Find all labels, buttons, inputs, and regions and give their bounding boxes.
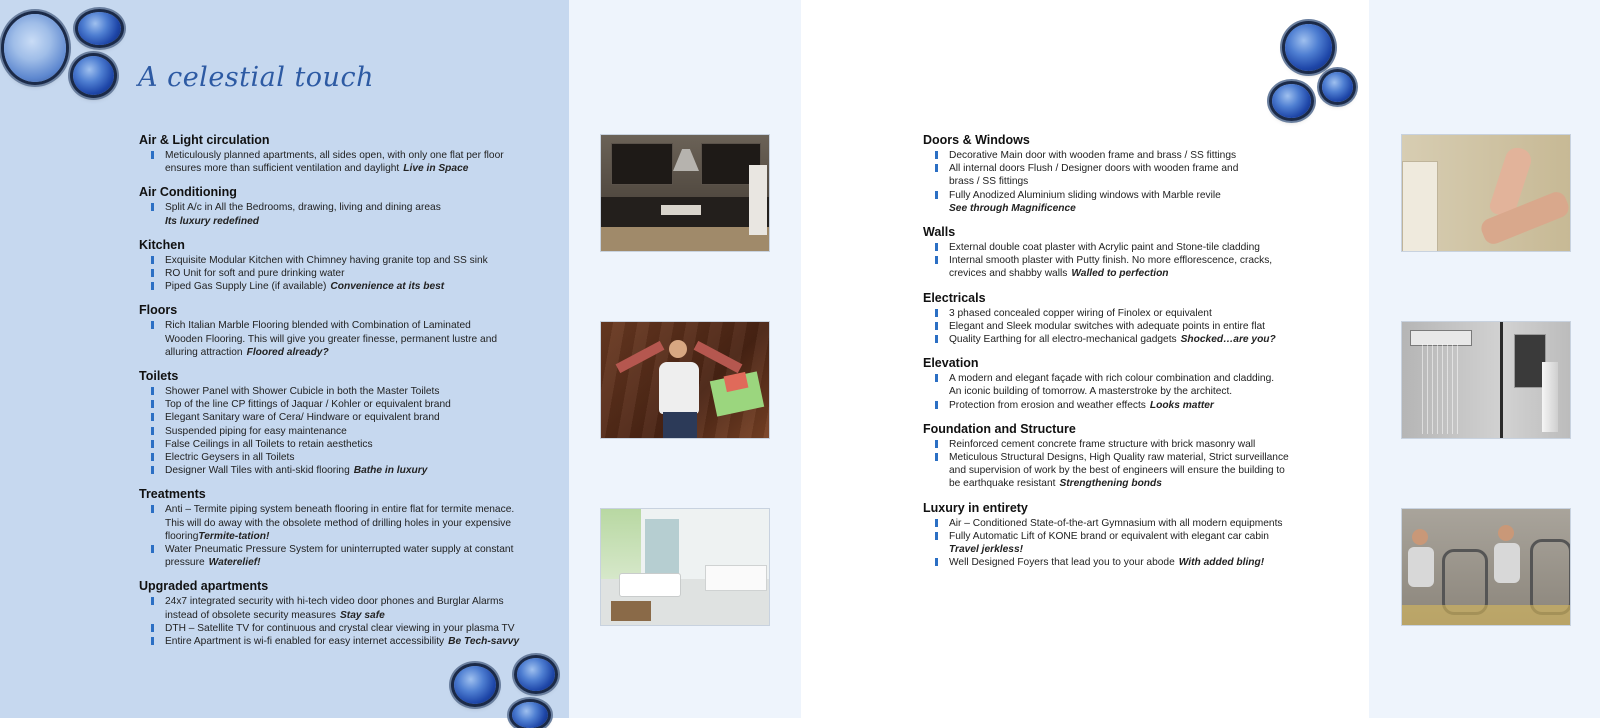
feature-section <box>139 487 529 569</box>
sapphire-stone <box>73 56 114 95</box>
feature-section <box>923 422 1303 491</box>
feature-text: This will do away with the obsolete method of drilling holes in your expensive <box>165 517 511 529</box>
feature-item <box>165 162 529 175</box>
sapphire-stone <box>78 12 121 45</box>
section-heading: Walls <box>923 225 956 240</box>
feature-text: Well Designed Foyers that lead you to your abode <box>949 557 1175 569</box>
feature-item <box>949 438 1303 451</box>
feature-tagline: Waterelief! <box>208 557 261 569</box>
feature-list <box>923 438 1303 491</box>
feature-item <box>949 307 1303 320</box>
feature-text: and supervision of work by the best of engineers will ensure the building to <box>949 465 1285 477</box>
page-title: A celestial touch <box>138 62 374 93</box>
feature-item <box>949 517 1303 530</box>
feature-text: Wooden Flooring. This will give you greater finesse, permanent lustre and <box>165 333 498 345</box>
feature-text: alluring attraction <box>165 346 243 358</box>
feature-text: Fully Automatic Lift of KONE brand or equivalent with elegant car cabin <box>949 530 1269 542</box>
section-heading: Toilets <box>139 369 179 384</box>
feature-tagline: Be Tech-savvy <box>448 636 520 648</box>
feature-item <box>949 333 1303 346</box>
feature-section <box>923 501 1303 570</box>
feature-tagline: Live in Space <box>403 163 469 175</box>
feature-text: Meticulous Structural Designs, High Quality raw material, Strict surveillance <box>949 452 1289 464</box>
feature-text: Decorative Main door with wooden frame and brass / SS fittings <box>949 150 1237 161</box>
feature-item <box>949 530 1303 543</box>
feature-item <box>949 267 1303 280</box>
feature-tagline: Stay safe <box>340 609 385 621</box>
feature-section <box>139 185 529 227</box>
feature-list <box>139 503 529 569</box>
feature-list <box>139 201 529 227</box>
feature-text: Elegant Sanitary ware of Cera/ Hindware or equivalent brand <box>165 412 440 424</box>
feature-text: Shower Panel with Shower Cubicle in both the Master Toilets <box>165 386 440 398</box>
sapphire-stone <box>1322 72 1353 102</box>
man-on-floor-photo <box>600 321 770 439</box>
feature-item <box>949 477 1303 490</box>
feature-tagline: Termite-tation! <box>198 530 270 542</box>
feature-text: 3 phased concealed copper wiring of Finolex or equivalent <box>949 307 1212 319</box>
feature-item <box>165 425 529 438</box>
feature-text: Elegant and Sleek modular switches with adequate points in entire flat <box>949 320 1266 332</box>
sapphire-stone <box>1272 84 1311 118</box>
feature-item <box>165 254 529 267</box>
feature-section <box>139 579 529 648</box>
feature-text: Rich Italian Marble Flooring blended with Combination of Laminated <box>165 320 471 332</box>
feature-tagline: Looks matter <box>1149 399 1214 411</box>
feature-item <box>165 464 529 477</box>
section-heading: Air Conditioning <box>139 185 237 200</box>
feature-text: Suspended piping for easy maintenance <box>165 425 347 437</box>
feature-tagline: See through Magnificence <box>949 202 1076 214</box>
section-heading: Elevation <box>923 356 979 371</box>
feature-text: 24x7 integrated security with hi-tech video door phones and Burglar Alarms <box>165 596 504 608</box>
feature-list <box>923 517 1303 570</box>
gym-photo <box>1401 508 1571 626</box>
sapphire-stone <box>517 658 555 691</box>
feature-item <box>165 503 529 516</box>
feature-item <box>165 267 529 280</box>
feature-text: A modern and elegant façade with rich colour combination and cladding. <box>949 373 1275 385</box>
feature-text: Exquisite Modular Kitchen with Chimney having granite top and SS sink <box>165 254 488 266</box>
feature-item <box>165 385 529 398</box>
feature-item <box>165 215 529 228</box>
feature-list <box>139 149 529 175</box>
feature-item <box>949 241 1303 254</box>
feature-text: False Ceilings in all Toilets to retain aesthetics <box>165 438 373 450</box>
feature-section <box>923 133 1303 215</box>
feature-text: Split A/c in All the Bedrooms, drawing, living and dining areas <box>165 202 441 214</box>
feature-text: Piped Gas Supply Line (if available) <box>165 281 327 293</box>
feature-list <box>923 307 1303 347</box>
feature-tagline: Its luxury redefined <box>165 215 259 227</box>
section-heading: Treatments <box>139 487 206 502</box>
feature-text: Internal smooth plaster with Putty finish. No more efflorescence, cracks, <box>949 255 1273 267</box>
feature-list <box>139 254 529 294</box>
feature-section <box>139 303 529 359</box>
shower-panel-photo <box>1401 321 1571 439</box>
feature-text: External double coat plaster with Acrylic paint and Stone-tile cladding <box>949 242 1260 254</box>
feature-tagline: Bathe in luxury <box>353 465 428 477</box>
right-features-column <box>923 133 1303 579</box>
feature-item <box>949 254 1303 267</box>
hand-on-wall-photo <box>1401 134 1571 252</box>
feature-tagline: With added bling! <box>1178 557 1265 569</box>
feature-item <box>165 411 529 424</box>
feature-text: DTH – Satellite TV for continuous and crystal clear viewing in your plasma TV <box>165 622 515 634</box>
feature-item <box>165 517 529 530</box>
feature-text: Designer Wall Tiles with anti-skid flooring <box>165 465 350 477</box>
feature-item <box>949 149 1303 162</box>
feature-list <box>139 595 529 648</box>
feature-tagline: Strengthening bonds <box>1059 478 1162 490</box>
section-heading: Electricals <box>923 290 986 305</box>
feature-item <box>165 609 529 622</box>
feature-item <box>949 543 1303 556</box>
feature-item <box>949 162 1303 175</box>
feature-item <box>165 438 529 451</box>
feature-list <box>923 149 1303 215</box>
feature-item <box>165 398 529 411</box>
feature-section <box>139 369 529 477</box>
feature-item <box>165 149 529 162</box>
feature-text: RO Unit for soft and pure drinking water <box>165 268 345 280</box>
feature-list <box>139 385 529 477</box>
feature-section <box>923 225 1303 281</box>
feature-text: Air – Conditioned State-of-the-art Gymnasium with all modern equipments <box>949 517 1283 529</box>
feature-item <box>949 385 1303 398</box>
feature-text: flooring <box>165 530 199 542</box>
feature-text: crevices and shabby walls <box>949 268 1068 280</box>
feature-list <box>139 319 529 359</box>
feature-text: All internal doors Flush / Designer doors with wooden frame and <box>949 163 1239 175</box>
section-heading: Luxury in entirety <box>923 500 1028 515</box>
feature-item <box>949 189 1303 202</box>
feature-item <box>165 451 529 464</box>
feature-text: Fully Anodized Aluminium sliding windows with Marble revile <box>949 189 1221 201</box>
feature-item <box>949 175 1303 188</box>
feature-item <box>165 595 529 608</box>
feature-text: An iconic building of tomorrow. A masterstroke by the architect. <box>949 386 1233 398</box>
sapphire-stone <box>454 666 496 704</box>
feature-text: Meticulously planned apartments, all sides open, with only one flat per floor <box>165 150 504 161</box>
feature-tagline: Convenience at its best <box>330 281 445 293</box>
feature-text: Anti – Termite piping system beneath flooring in entire flat for termite menace. <box>165 504 515 516</box>
feature-text: Electric Geysers in all Toilets <box>165 452 295 464</box>
feature-text: Entire Apartment is wi-fi enabled for easy internet accessibility <box>165 636 445 648</box>
feature-text: Water Pneumatic Pressure System for uninterrupted water supply at constant <box>165 544 514 556</box>
kitchen-photo <box>600 134 770 252</box>
feature-text: brass / SS fittings <box>949 176 1029 188</box>
feature-text: be earthquake resistant <box>949 478 1056 490</box>
feature-text: Quality Earthing for all electro-mechanical gadgets <box>949 334 1177 346</box>
section-heading: Upgraded apartments <box>139 579 269 594</box>
feature-item <box>165 622 529 635</box>
feature-text: Reinforced cement concrete frame structure with brick masonry wall <box>949 438 1256 450</box>
sapphire-stone <box>512 702 548 728</box>
feature-section <box>923 291 1303 347</box>
left-features-column <box>139 133 529 658</box>
feature-item <box>949 451 1303 464</box>
section-heading: Floors <box>139 303 178 318</box>
feature-item <box>165 280 529 293</box>
feature-item <box>165 635 529 648</box>
feature-item <box>165 201 529 214</box>
feature-section <box>139 238 529 294</box>
feature-list <box>923 241 1303 281</box>
bathroom-photo <box>600 508 770 626</box>
feature-item <box>165 530 529 543</box>
feature-item <box>165 556 529 569</box>
feature-section <box>139 133 529 175</box>
feature-text: Top of the line CP fittings of Jaquar / Kohler or equivalent brand <box>165 399 451 411</box>
section-heading: Doors & Windows <box>923 133 1030 147</box>
feature-tagline: Walled to perfection <box>1071 268 1169 280</box>
feature-item <box>165 319 529 332</box>
feature-item <box>165 333 529 346</box>
section-heading: Kitchen <box>139 237 185 252</box>
feature-item <box>165 346 529 359</box>
feature-text: instead of obsolete security measures <box>165 609 337 621</box>
feature-item <box>949 464 1303 477</box>
feature-list <box>923 372 1303 412</box>
feature-item <box>165 543 529 556</box>
feature-item <box>949 372 1303 385</box>
feature-text: pressure <box>165 557 205 569</box>
feature-text: Protection from erosion and weather effects <box>949 399 1146 411</box>
feature-item <box>949 399 1303 412</box>
feature-tagline: Floored already? <box>246 346 329 358</box>
sapphire-stone <box>4 14 66 82</box>
feature-section <box>923 356 1303 412</box>
section-heading: Air & Light circulation <box>139 133 270 147</box>
sapphire-stone <box>1285 24 1332 71</box>
feature-text: ensures more than sufficient ventilation and daylight <box>165 163 400 175</box>
feature-item <box>949 320 1303 333</box>
feature-item <box>949 202 1303 215</box>
section-heading: Foundation and Structure <box>923 421 1076 436</box>
feature-tagline: Travel jerkless! <box>949 544 1024 556</box>
feature-tagline: Shocked…are you? <box>1180 334 1276 346</box>
feature-item <box>949 556 1303 569</box>
